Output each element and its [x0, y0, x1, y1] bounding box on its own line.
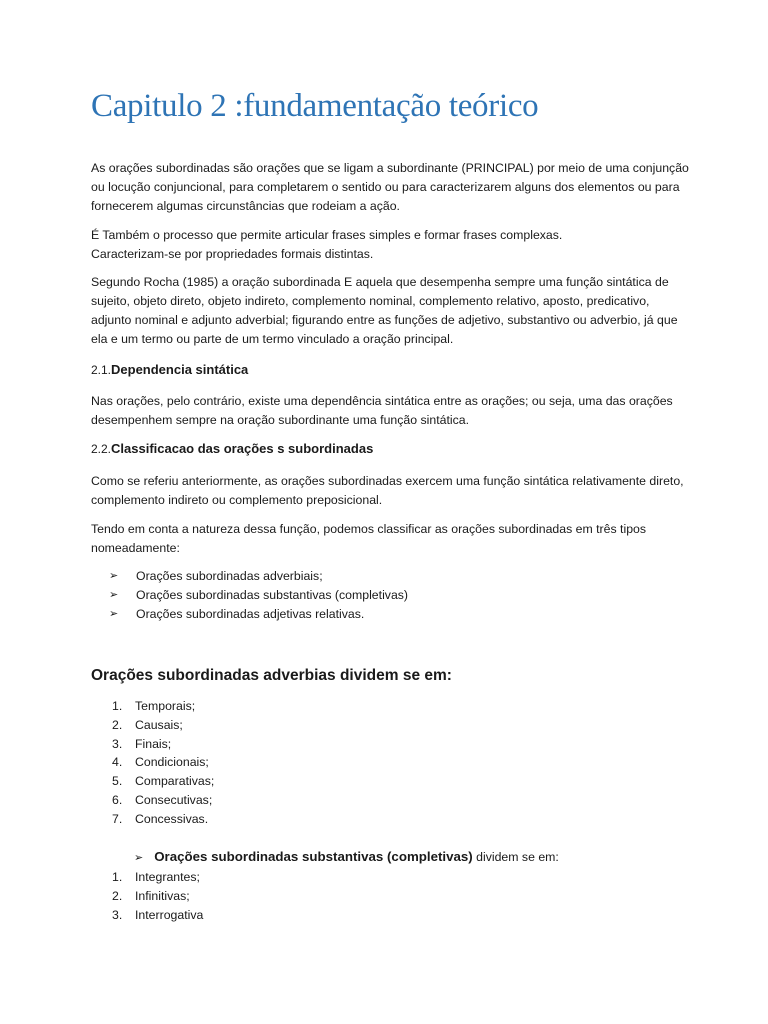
section-heading-2-1: [91, 362, 248, 377]
section-title: Dependencia sintática: [111, 362, 249, 377]
list-item: 5. Comparativas;: [112, 774, 215, 789]
tambem-paragraph: [91, 226, 691, 264]
list-item: 7. Concessivas.: [112, 811, 209, 826]
list-item: 3. Interrogativa: [112, 907, 204, 922]
arrowhead-bullet-icon: ➢: [109, 608, 119, 620]
section-title: Classificacao das orações s subordinadas: [111, 441, 374, 456]
list-item: ➢ Orações subordinadas substantivas (completivas): [109, 586, 408, 605]
types-bullet-list: [109, 567, 408, 624]
list-item: ➢ Orações subordinadas adverbiais;: [109, 567, 408, 586]
arrowhead-bullet-icon: ➢: [109, 570, 119, 582]
arrowhead-bullet-icon: ➢: [109, 589, 119, 601]
list-item: 1. Temporais;: [112, 699, 196, 713]
section-2-2-paragraph-1: Como se referiu anteriormente, as orações subordinadas exercem uma função sintática relativamente direto, complemento indireto ou complemento preposicional.: [91, 474, 684, 507]
substantivas-heading-bold: Orações subordinadas substantivas (completivas): [154, 849, 473, 864]
list-item: 4. Condicionais;: [112, 755, 209, 770]
substantivas-heading-rest: dividem se em:: [472, 850, 559, 864]
section-number: 2.2.: [91, 442, 112, 456]
list-item: 1. Integrantes;: [112, 870, 200, 884]
intro-paragraph: As orações subordinadas são orações que se ligam a subordinante (PRINCIPAL) por meio de uma conjunção ou locução conjuncional, para completarem o sentido ou para caracterizarem alguns dos elementos ou para fornecerem algumas circunstâncias que rodeiam a ação.: [91, 161, 689, 213]
rocha-paragraph: Segundo Rocha (1985) a oração subordinada E aquela que desempenha sempre uma função sintática de sujeito, objeto direto, objeto indireto, complemento nominal, complemento relativo, aposto, predicativo, adjunto nominal e adjunto adverbial; figurando entre as funções de adjetivo, substantivo ou adverbio, já que ela e um termo ou parte de um termo vinculado a oração principal.: [91, 275, 678, 346]
section-2-2-paragraph-2: Tendo em conta a natureza dessa função, podemos classificar as orações subordinadas em três tipos nomeadamente:: [91, 522, 647, 555]
list-item: 2. Infinitivas;: [112, 888, 190, 903]
section-heading-2-2: [91, 441, 373, 456]
adverbias-heading: Orações subordinadas adverbias dividem se em:: [91, 667, 452, 684]
list-item: ➢ Orações subordinadas adjetivas relativas.: [109, 605, 408, 624]
list-item: 6. Consecutivas;: [112, 792, 213, 807]
adverbias-numbered-list: [112, 697, 214, 829]
tambem-line-2: Caracterizam-se por propriedades formais distintas.: [91, 247, 374, 261]
substantivas-heading: [134, 849, 559, 864]
arrowhead-bullet-icon: ➢: [134, 852, 144, 864]
section-2-1-paragraph: Nas orações, pelo contrário, existe uma dependência sintática entre as orações; ou seja, uma das orações desempenhem sempre na oração subordinante uma função sintática.: [91, 394, 673, 427]
list-item: 3. Finais;: [112, 736, 172, 751]
page-title: Capitulo 2 :fundamentação teórico: [91, 88, 539, 124]
section-number: 2.1.: [91, 363, 112, 377]
substantivas-numbered-list: [112, 868, 203, 924]
tambem-line-1: É Também o processo que permite articular frases simples e formar frases complexas.: [91, 228, 563, 242]
list-item: 2. Causais;: [112, 717, 183, 732]
